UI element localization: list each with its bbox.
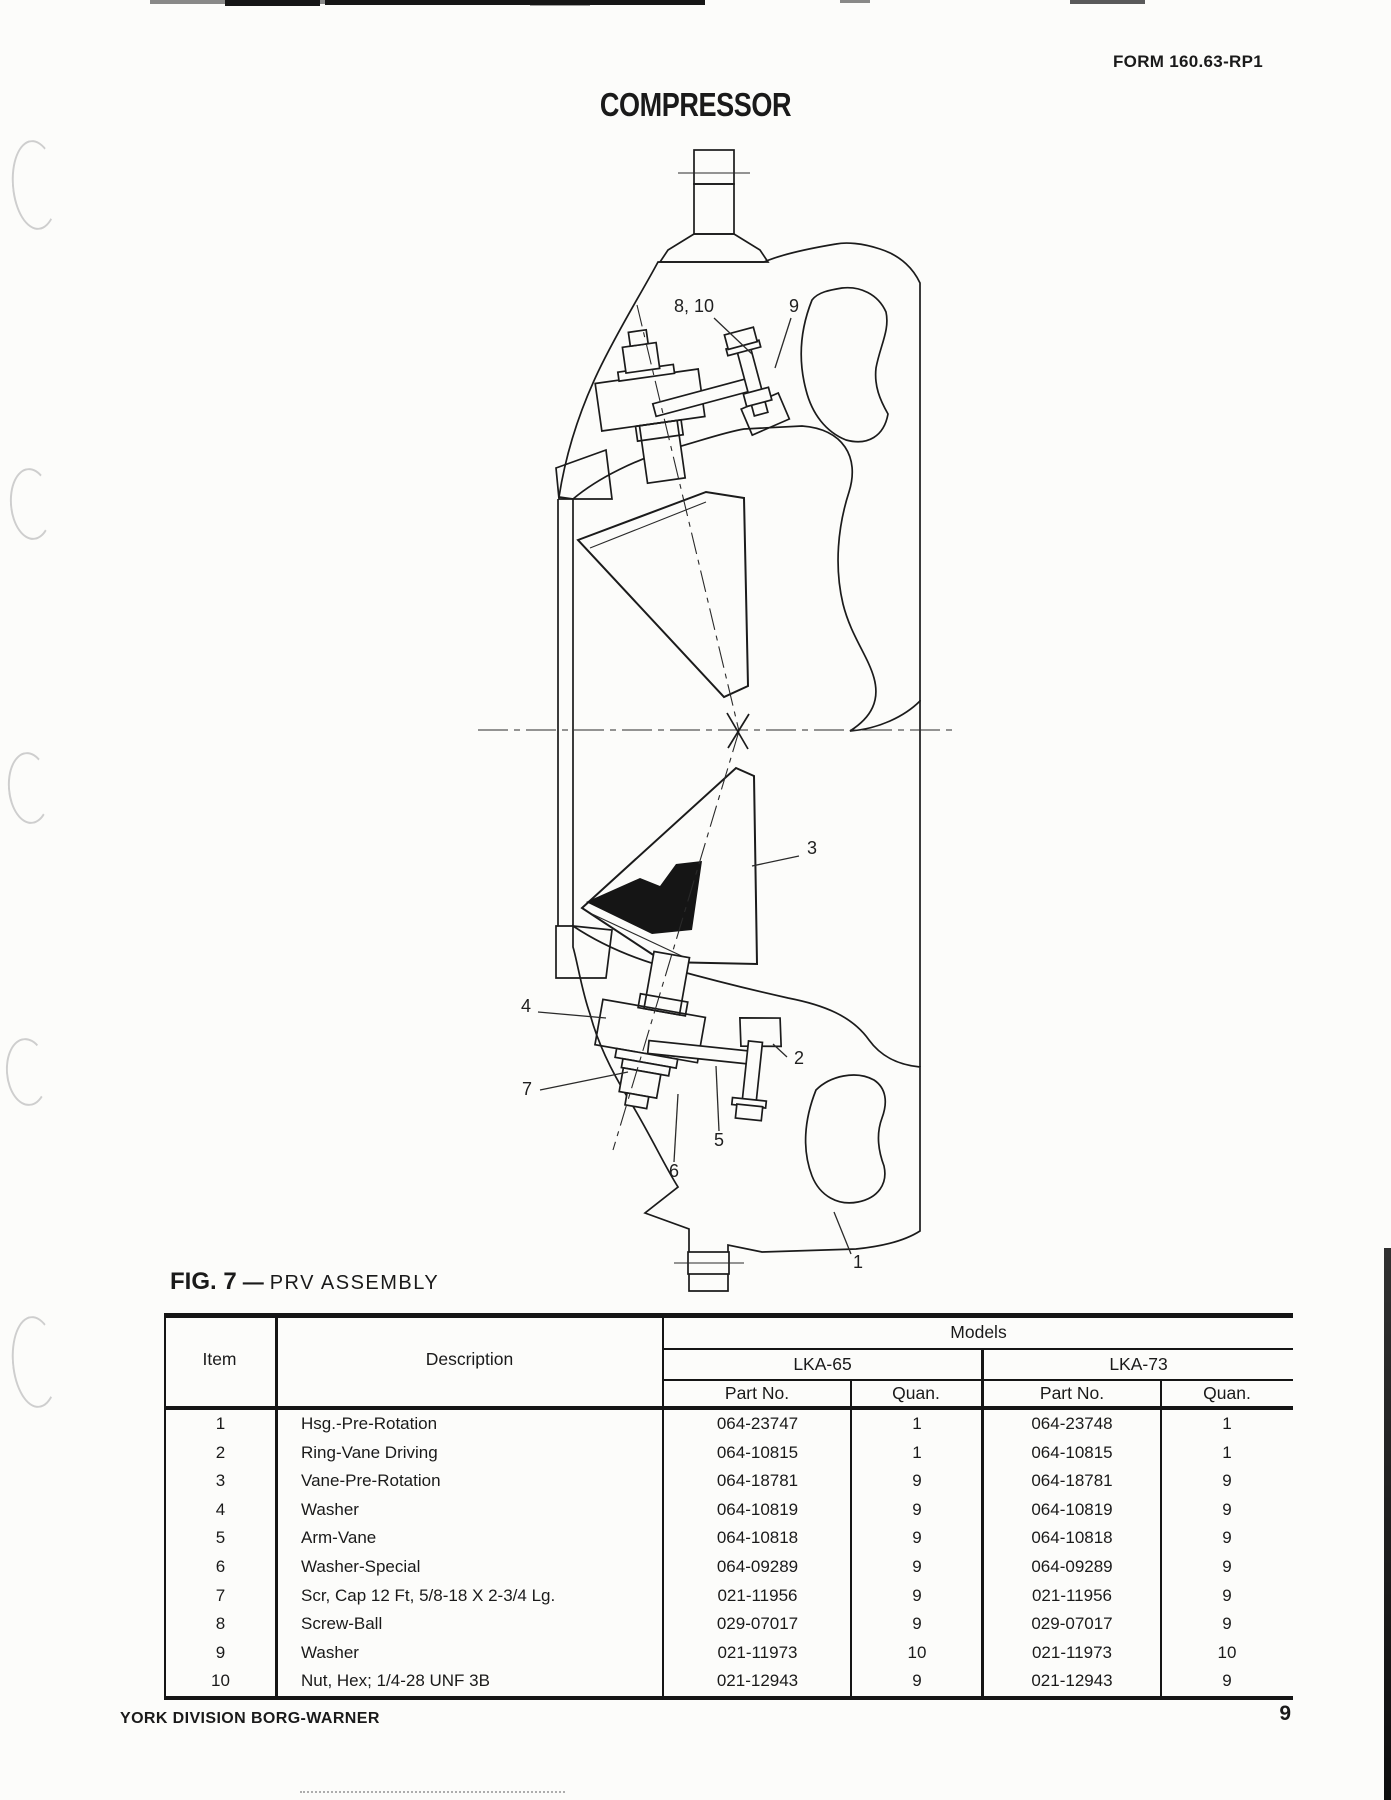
table-cell-q73: 9 — [1222, 1556, 1232, 1576]
figure-callout-label: 7 — [521, 1079, 533, 1099]
upper-prerotation-vane — [578, 492, 748, 697]
callout-leader-line — [716, 1066, 719, 1131]
table-cell-item: 6 — [215, 1556, 226, 1576]
table-cell-p73: 029-07017 — [1031, 1614, 1113, 1634]
table-row — [164, 1410, 1293, 1439]
callout-leader-line — [834, 1212, 851, 1254]
table-border-bottom — [164, 1696, 1293, 1700]
figure-callout-label: 3 — [806, 838, 818, 858]
table-cell-p73: 021-12943 — [1031, 1671, 1113, 1691]
table-cell-item: 4 — [215, 1499, 226, 1519]
table-cell-p73: 064-23748 — [1031, 1414, 1113, 1433]
table-cell-q65: 9 — [912, 1471, 922, 1491]
callout-leader-line — [775, 318, 791, 368]
table-cell-p65: 021-12943 — [716, 1671, 799, 1691]
callout-leader-line — [538, 1012, 606, 1018]
table-row — [164, 1667, 1293, 1696]
figure-number: FIG. 7 — [170, 1268, 237, 1295]
callout-leader-line — [674, 1094, 678, 1162]
table-cell-q65: 9 — [912, 1499, 922, 1519]
table-cell-desc: Screw-Ball — [301, 1614, 383, 1634]
column-header-models: Models — [950, 1322, 1007, 1342]
table-cell-p73: 064-09289 — [1031, 1556, 1113, 1576]
table-cell-q73: 9 — [1222, 1528, 1232, 1548]
table-cell-p73: 064-10819 — [1031, 1499, 1113, 1519]
table-cell-q73: 10 — [1217, 1642, 1237, 1662]
table-cell-item: 3 — [215, 1471, 226, 1491]
column-header-description: Description — [425, 1349, 514, 1369]
housing-recess — [801, 288, 888, 442]
scan-artifact — [225, 0, 320, 6]
table-cell-q73: 1 — [1222, 1442, 1232, 1462]
table-cell-desc: Washer — [301, 1499, 359, 1519]
left-flange-step — [556, 450, 612, 499]
table-cell-q65: 10 — [907, 1642, 927, 1662]
lower-prerotation-vane — [582, 768, 757, 964]
parts-table — [164, 1313, 1293, 1703]
table-cell-desc: Hsg.-Pre-Rotation — [301, 1414, 438, 1433]
housing-recess — [806, 1075, 886, 1203]
table-cell-p65: 064-18781 — [716, 1471, 799, 1491]
page-title: COMPRESSOR — [599, 86, 792, 123]
table-cell-q73: 9 — [1222, 1499, 1232, 1519]
table-cell-q65: 9 — [912, 1585, 922, 1605]
table-row — [164, 1439, 1293, 1468]
table-rule — [164, 1406, 1293, 1410]
figure-callout-label: 2 — [793, 1048, 805, 1068]
table-cell-desc: Nut, Hex; 1/4-28 UNF 3B — [301, 1671, 490, 1691]
table-cell-p65: 064-09289 — [716, 1556, 799, 1576]
table-cell-item: 5 — [215, 1528, 226, 1548]
table-cell-item: 1 — [215, 1414, 226, 1433]
axis-cross-mark — [727, 713, 749, 749]
table-cell-p65: 029-07017 — [716, 1614, 799, 1634]
table-row — [164, 1639, 1293, 1668]
table-cell-desc: Vane-Pre-Rotation — [301, 1471, 441, 1491]
table-cell-p73: 064-10818 — [1031, 1528, 1113, 1548]
table-cell-desc: Washer-Special — [301, 1556, 421, 1576]
figure-callout-label: 8, 10 — [673, 296, 715, 316]
table-cell-desc: Scr, Cap 12 Ft, 5/8-18 X 2-3/4 Lg. — [301, 1585, 556, 1605]
scan-artifact — [300, 1791, 565, 1793]
caption-dash: — — [242, 1271, 264, 1294]
column-header-lka73: LKA-73 — [1109, 1354, 1168, 1374]
footer-company: YORK DIVISION BORG-WARNER — [120, 1710, 380, 1727]
table-cell-q65: 1 — [912, 1414, 922, 1433]
table-cell-q65: 9 — [912, 1671, 922, 1691]
table-cell-p65: 021-11973 — [717, 1642, 798, 1662]
table-row — [164, 1610, 1293, 1639]
scan-artifact — [1070, 0, 1145, 4]
table-cell-p73: 021-11956 — [1031, 1585, 1113, 1605]
table-cell-q65: 9 — [912, 1614, 922, 1634]
table-cell-q73: 1 — [1222, 1414, 1232, 1433]
scan-artifact — [1384, 1248, 1391, 1800]
column-header-quan: Quan. — [892, 1383, 940, 1403]
table-row — [164, 1524, 1293, 1553]
figure-callout-label: 9 — [788, 296, 800, 316]
table-cell-p73: 064-10815 — [1031, 1442, 1113, 1462]
table-row — [164, 1496, 1293, 1525]
table-cell-p65: 064-23747 — [716, 1414, 799, 1433]
table-cell-p65: 064-10818 — [716, 1528, 799, 1548]
top-stud-cap — [694, 150, 734, 184]
prv-assembly-figure — [400, 130, 980, 1300]
column-header-lka65: LKA-65 — [793, 1354, 852, 1374]
table-cell-desc: Arm-Vane — [301, 1528, 377, 1548]
column-header-quan: Quan. — [1203, 1383, 1251, 1403]
table-cell-item: 8 — [215, 1614, 226, 1634]
table-cell-q65: 9 — [912, 1528, 922, 1548]
lower-stem-assembly — [586, 944, 716, 1116]
table-cell-p73: 021-11973 — [1031, 1642, 1113, 1662]
figure-callout-label: 5 — [713, 1130, 725, 1150]
table-cell-p65: 021-11956 — [717, 1585, 798, 1605]
page-number: 9 — [1279, 1702, 1291, 1725]
table-row — [164, 1582, 1293, 1611]
binder-hole-mark — [7, 466, 55, 541]
table-row — [164, 1467, 1293, 1496]
table-cell-item: 9 — [215, 1642, 226, 1662]
table-cell-p65: 064-10819 — [716, 1499, 799, 1519]
scan-artifact — [530, 4, 590, 6]
figure-callout-label: 6 — [668, 1161, 680, 1181]
binder-hole-mark — [8, 1314, 62, 1410]
top-stud-flange — [660, 234, 768, 262]
table-cell-q73: 9 — [1222, 1471, 1232, 1491]
column-header-part-no: Part No. — [1039, 1383, 1105, 1403]
figure-callout-label: 1 — [852, 1252, 864, 1272]
figure-title: PRV ASSEMBLY — [269, 1272, 440, 1294]
table-cell-desc: Ring-Vane Driving — [301, 1442, 438, 1462]
table-cell-desc: Washer — [301, 1642, 359, 1662]
binder-hole-mark — [8, 138, 62, 232]
form-number: FORM 160.63-RP1 — [1113, 52, 1263, 71]
callout-leader-line — [752, 856, 799, 866]
table-row — [164, 1553, 1293, 1582]
table-cell-p65: 064-10815 — [716, 1442, 799, 1462]
callout-leader-line — [540, 1072, 628, 1090]
top-stud-body — [694, 184, 734, 234]
parts-table-rows — [164, 1410, 1293, 1696]
binder-hole-mark — [3, 1036, 51, 1107]
table-cell-q65: 1 — [912, 1442, 922, 1462]
figure-callout-label: 4 — [520, 996, 532, 1016]
table-cell-q73: 9 — [1222, 1614, 1232, 1634]
table-cell-p73: 064-18781 — [1031, 1471, 1113, 1491]
column-header-part-no: Part No. — [724, 1383, 790, 1403]
column-header-item: Item — [202, 1349, 237, 1369]
scan-artifact — [840, 0, 870, 3]
figure-caption — [170, 1268, 439, 1296]
table-cell-q65: 9 — [912, 1556, 922, 1576]
binder-hole-mark — [5, 750, 53, 825]
table-cell-q73: 9 — [1222, 1585, 1232, 1605]
table-cell-item: 2 — [215, 1442, 226, 1462]
table-cell-q73: 9 — [1222, 1671, 1232, 1691]
table-cell-item: 10 — [211, 1671, 230, 1691]
table-cell-item: 7 — [215, 1585, 226, 1605]
scan-artifact — [325, 0, 705, 5]
